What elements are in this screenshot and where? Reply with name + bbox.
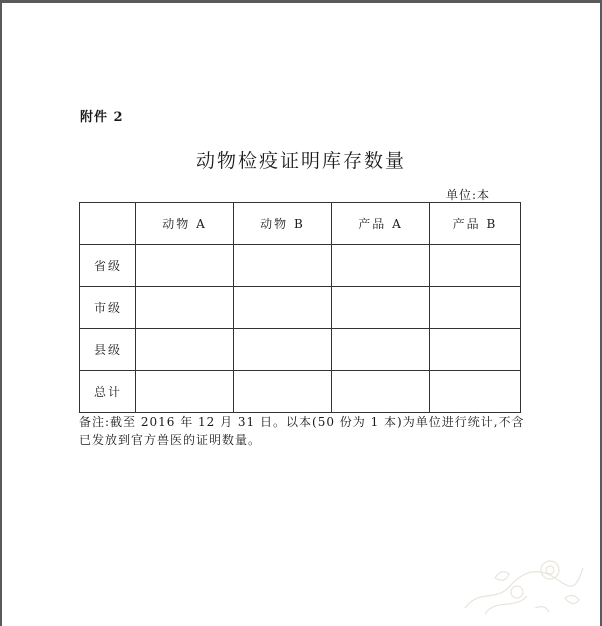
row-label-province: 省级	[80, 245, 136, 287]
table-row	[80, 287, 521, 329]
header-product-b: 产品 B	[430, 203, 521, 245]
header-product-a: 产品 A	[332, 203, 430, 245]
unit-label: 单位:本	[446, 188, 491, 202]
header-corner-cell	[80, 203, 136, 245]
table-cell	[430, 329, 521, 371]
table-cell	[136, 329, 234, 371]
footnote-line-1: 备注:截至 2016 年 12 月 31 日。以本(50 份为 1 本)为单位进行统计,不含	[79, 415, 525, 429]
attachment-label: 附件 2	[80, 110, 124, 125]
row-label-total: 总计	[80, 371, 136, 413]
table-cell	[430, 371, 521, 413]
footnote-line-2: 已发放到官方兽医的证明数量。	[79, 433, 262, 447]
table-cell	[136, 245, 234, 287]
inventory-table	[79, 202, 521, 413]
table-cell	[136, 371, 234, 413]
table-row	[80, 329, 521, 371]
row-label-county: 县级	[80, 329, 136, 371]
table-cell	[234, 245, 332, 287]
table-cell	[430, 287, 521, 329]
table-cell	[234, 287, 332, 329]
table-cell	[234, 371, 332, 413]
header-animal-b: 动物 B	[234, 203, 332, 245]
table-cell	[332, 371, 430, 413]
footnote	[79, 413, 523, 449]
table-row	[80, 245, 521, 287]
row-label-city: 市级	[80, 287, 136, 329]
table-header-row	[80, 203, 521, 245]
table-row	[80, 371, 521, 413]
table-cell	[332, 287, 430, 329]
document-title: 动物检疫证明库存数量	[195, 150, 406, 172]
table-cell	[332, 329, 430, 371]
table-cell	[430, 245, 521, 287]
table-cell	[234, 329, 332, 371]
table-cell	[332, 245, 430, 287]
table-cell	[136, 287, 234, 329]
floral-watermark-icon	[455, 548, 585, 620]
header-animal-a: 动物 A	[136, 203, 234, 245]
